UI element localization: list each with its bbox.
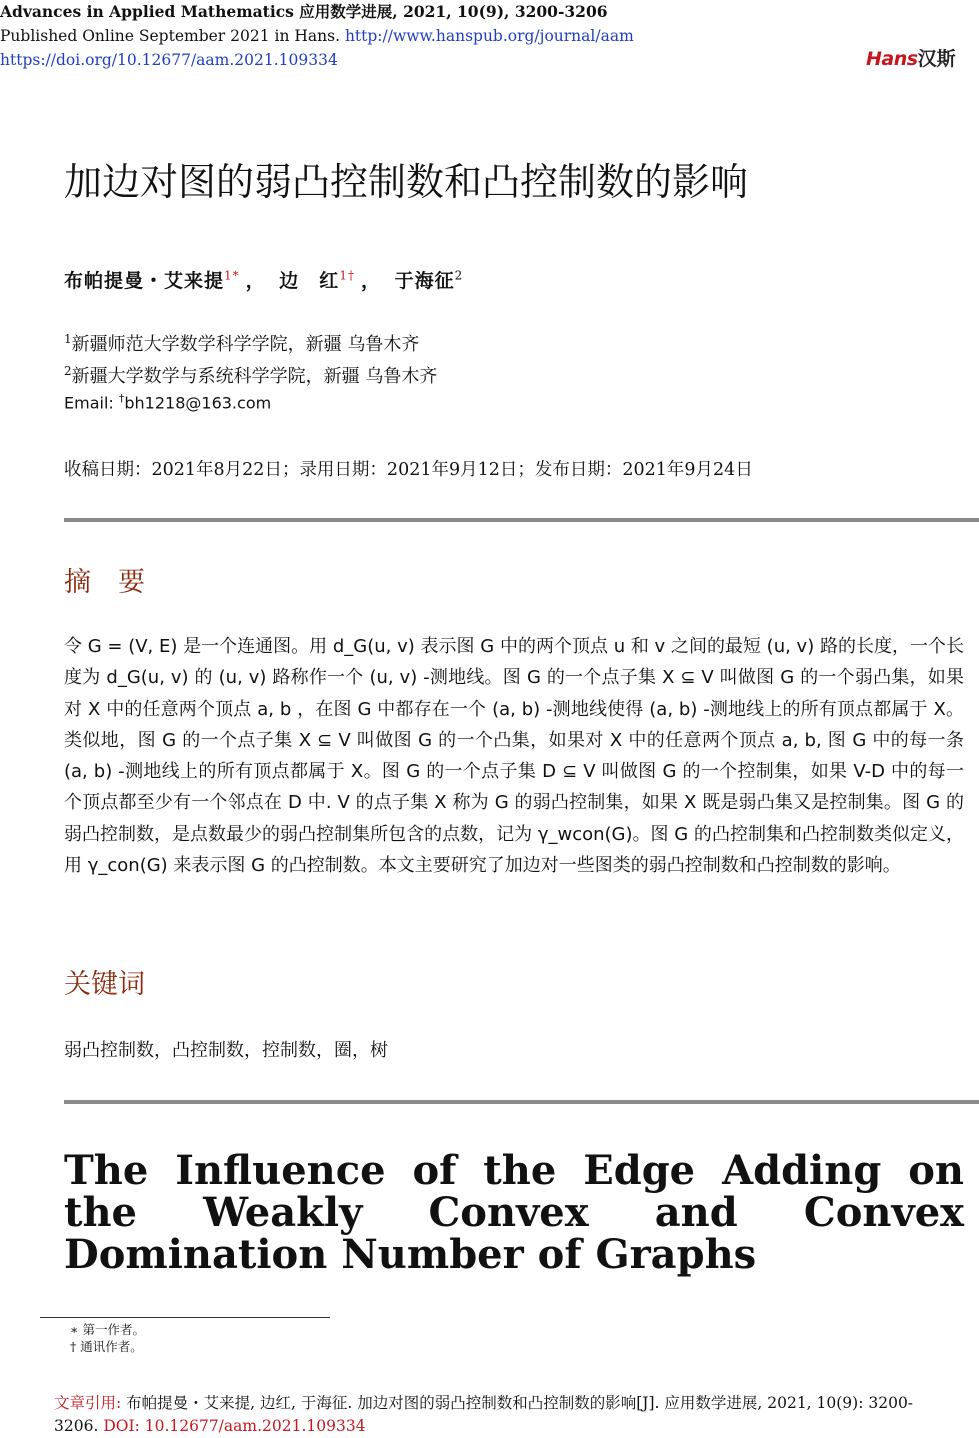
author-name: 于海征 bbox=[394, 270, 455, 292]
author-mark: 1* bbox=[224, 268, 240, 283]
paper-title-cn: 加边对图的弱凸控制数和凸控制数的影响 bbox=[64, 160, 749, 204]
author-mark: 1† bbox=[339, 268, 355, 283]
author-name: 布帕提曼・艾来提 bbox=[64, 270, 225, 292]
email-line bbox=[64, 392, 271, 412]
author-separator: ， bbox=[360, 270, 381, 292]
footnote: ∗ 第一作者。 bbox=[70, 1322, 145, 1337]
published-text: Published Online September 2021 in Hans. bbox=[0, 27, 345, 45]
citation-doi[interactable]: DOI: 10.12677/aam.2021.109334 bbox=[103, 1417, 366, 1435]
affiliation bbox=[64, 362, 437, 388]
email-address[interactable]: bh1218@163.com bbox=[124, 393, 272, 413]
published-line bbox=[0, 24, 634, 48]
keywords-heading: 关键词 bbox=[64, 969, 145, 1000]
author-list bbox=[64, 266, 463, 293]
keywords-text: 弱凸控制数，凸控制数，控制数，圈，树 bbox=[64, 1040, 388, 1061]
doi-link[interactable]: https://doi.org/10.12677/aam.2021.109334 bbox=[0, 51, 338, 69]
citation-label: 文章引用: bbox=[54, 1394, 127, 1412]
author-mark: 2 bbox=[454, 268, 464, 283]
affiliation-mark: 1 bbox=[64, 332, 72, 346]
logo-cn: 汉斯 bbox=[917, 48, 956, 70]
footnote-divider bbox=[40, 1317, 330, 1318]
author-separator: ， bbox=[245, 270, 266, 292]
dates-line: 收稿日期：2021年8月22日；录用日期：2021年9月12日；发布日期：2021年9月24日 bbox=[64, 460, 753, 480]
section-divider bbox=[64, 518, 979, 522]
journal-link[interactable]: http://www.hanspub.org/journal/aam bbox=[344, 27, 634, 45]
affiliation bbox=[64, 330, 419, 356]
citation-text: 布帕提曼・艾来提, 边红, 于海征. 加边对图的弱凸控制数和凸控制数的影响[J]. 应用数学进展, 2021, 10(9): 3200-3206. bbox=[54, 1394, 914, 1435]
affiliation-mark: 2 bbox=[64, 364, 72, 378]
author-name: 边 红 bbox=[279, 270, 340, 292]
abstract-heading: 摘 要 bbox=[64, 567, 145, 598]
paper-title-en: The Influence of the Edge Adding on the Weakly Convex and Convex Domination Number of Graphs bbox=[64, 1147, 964, 1278]
email-mark: † bbox=[118, 392, 125, 405]
citation bbox=[54, 1392, 944, 1438]
email-label: Email: bbox=[64, 393, 119, 413]
hans-logo bbox=[866, 44, 956, 71]
abstract-text: 令 G = (V, E) 是一个连通图。用 d_G(u, v) 表示图 G 中的两个顶点 u 和 v 之间的最短 (u, v) 路的长度，一个长度为 d_G(u, v) 的 (u, v) 路称作一个 (u, v) -测地线。图 G 的一个点子集 X ⊆ V 叫做图 G 的一个弱凸集，如果对 X 中的任意两个顶点 a, b ，在图 G 中都存在一个 (a, b) -测地线使得 (a, b) -测地线上的所有顶点都属于 X。类似地，图 G 的一个点子集 X ⊆ V 叫做图 G 的一个凸集，如果对 X 中的任意两个顶点 a, b, 图 G 中的每一条 (a, b) -测地线上的所有顶点都属于 X。图 G 的一个点子集 D ⊆ V 叫做图 G 的一个控制集，如果 V-D 中的每一个顶点都至少有一个邻点在 D 中. V 的点子集 X 称为 G 的弱凸控制集，如果 X 既是弱凸集又是控制集。图 G 的弱凸控制数，是点数最少的弱凸控制集所包含的点数，记为 γ_wcon(G)。图 G 的凸控制集和凸控制数类似定义，用 γ_con(G) 来表示图 G 的凸控制数。本文主要研究了加边对一些图类的弱凸控制数和凸控制数的影响。 bbox=[64, 636, 964, 877]
journal-header: Advances in Applied Mathematics 应用数学进展, 2021, 10(9), 3200-3206 bbox=[0, 2, 608, 21]
affiliation-text: 新疆大学数学与系统科学学院，新疆 乌鲁木齐 bbox=[71, 366, 438, 387]
affiliation-text: 新疆师范大学数学科学学院，新疆 乌鲁木齐 bbox=[71, 334, 420, 355]
footnote: † 通讯作者。 bbox=[70, 1339, 143, 1354]
logo-latin: Hans bbox=[866, 48, 918, 70]
section-divider bbox=[64, 1100, 979, 1104]
